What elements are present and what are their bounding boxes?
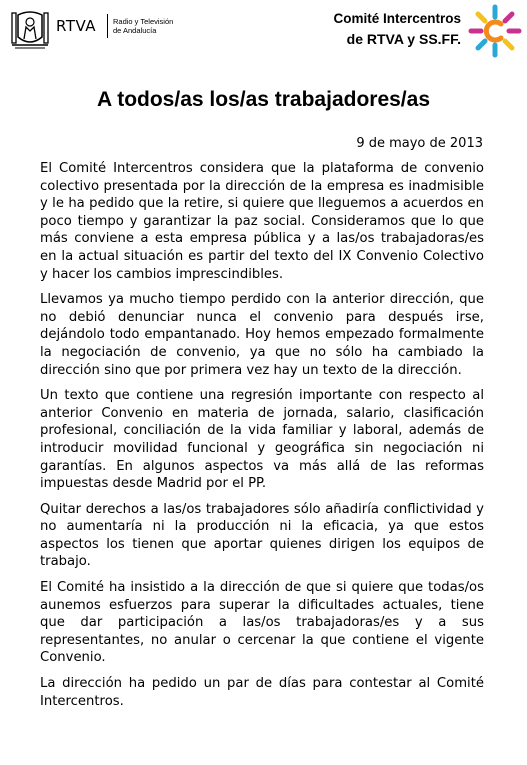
committee-line1: Comité Intercentros <box>333 11 461 26</box>
canal-sur-star-logo-icon <box>468 4 522 58</box>
paragraph: El Comité Intercentros considera que la plataforma de convenio colectivo presentada por la dirección de la empresa es inadmisible y le ha pedido que la retire, si quiere que lleguemos a acuerdos en poco tiempo y garantizar la paz social. Consideramos que lo que más conviene a esta empresa pública y a las/os trabajadoras/es en la actual situación es partir del texto del IX Convenio Colectivo y hacer los cambios imprescindibles. <box>40 161 484 282</box>
committee-name <box>333 8 461 50</box>
page-title: A todos/as los/as trabajadores/as <box>96 88 431 111</box>
logo-divider <box>107 14 108 38</box>
rtva-subtitle-line2: de Andalucía <box>113 26 157 35</box>
paragraph: Llevamos ya mucho tiempo perdido con la anterior dirección, que no debió denunciar nunca el convenio para después irse, dejándolo todo empantanado. Hoy hemos empezado formalmente la negociación de convenio, ya que no sólo ha cambiado la dirección sino que por primera vez hay un texto de la dirección. <box>40 292 484 378</box>
paragraph: Quitar derechos a las/os trabajadores sólo añadiría conflictividad y no aumentaría ni la producción ni la eficacia, ya que estos aspectos los tienen que aportar quienes dirigen los equipos de trabajo. <box>40 501 484 570</box>
rtva-subtitle-line1: Radio y Televisión <box>113 17 174 26</box>
andalucia-coat-of-arms-icon <box>10 7 50 49</box>
paragraph: El Comité ha insistido a la dirección de que si quiere que todas/os aunemos esfuerzos para superar la dificultades actuales, tiene que dar participación a las/os trabajadoras/es y a sus representantes, no anular o cercenar la que contiene el vigente Convenio. <box>40 580 484 666</box>
rtva-logo-text: RTVA <box>56 17 97 35</box>
document-date: 9 de mayo de 2013 <box>356 136 483 151</box>
rtva-logo-subtitle <box>113 17 173 35</box>
paragraph: La dirección ha pedido un par de días para contestar al Comité Intercentros. <box>40 676 484 709</box>
paragraph: Un texto que contiene una regresión importante con respecto al anterior Convenio en materia de jornada, salario, clasificación profesional, conciliación de la vida familiar y laboral, además de introducir movilidad funcional y geográfica sin negociación ni garantías. En algunos aspectos va más allá de las reformas impuestas desde Madrid por el PP. <box>40 388 484 492</box>
letterhead <box>0 0 527 60</box>
committee-line2: de RTVA y SS.FF. <box>346 31 461 47</box>
letter-body <box>40 160 484 718</box>
